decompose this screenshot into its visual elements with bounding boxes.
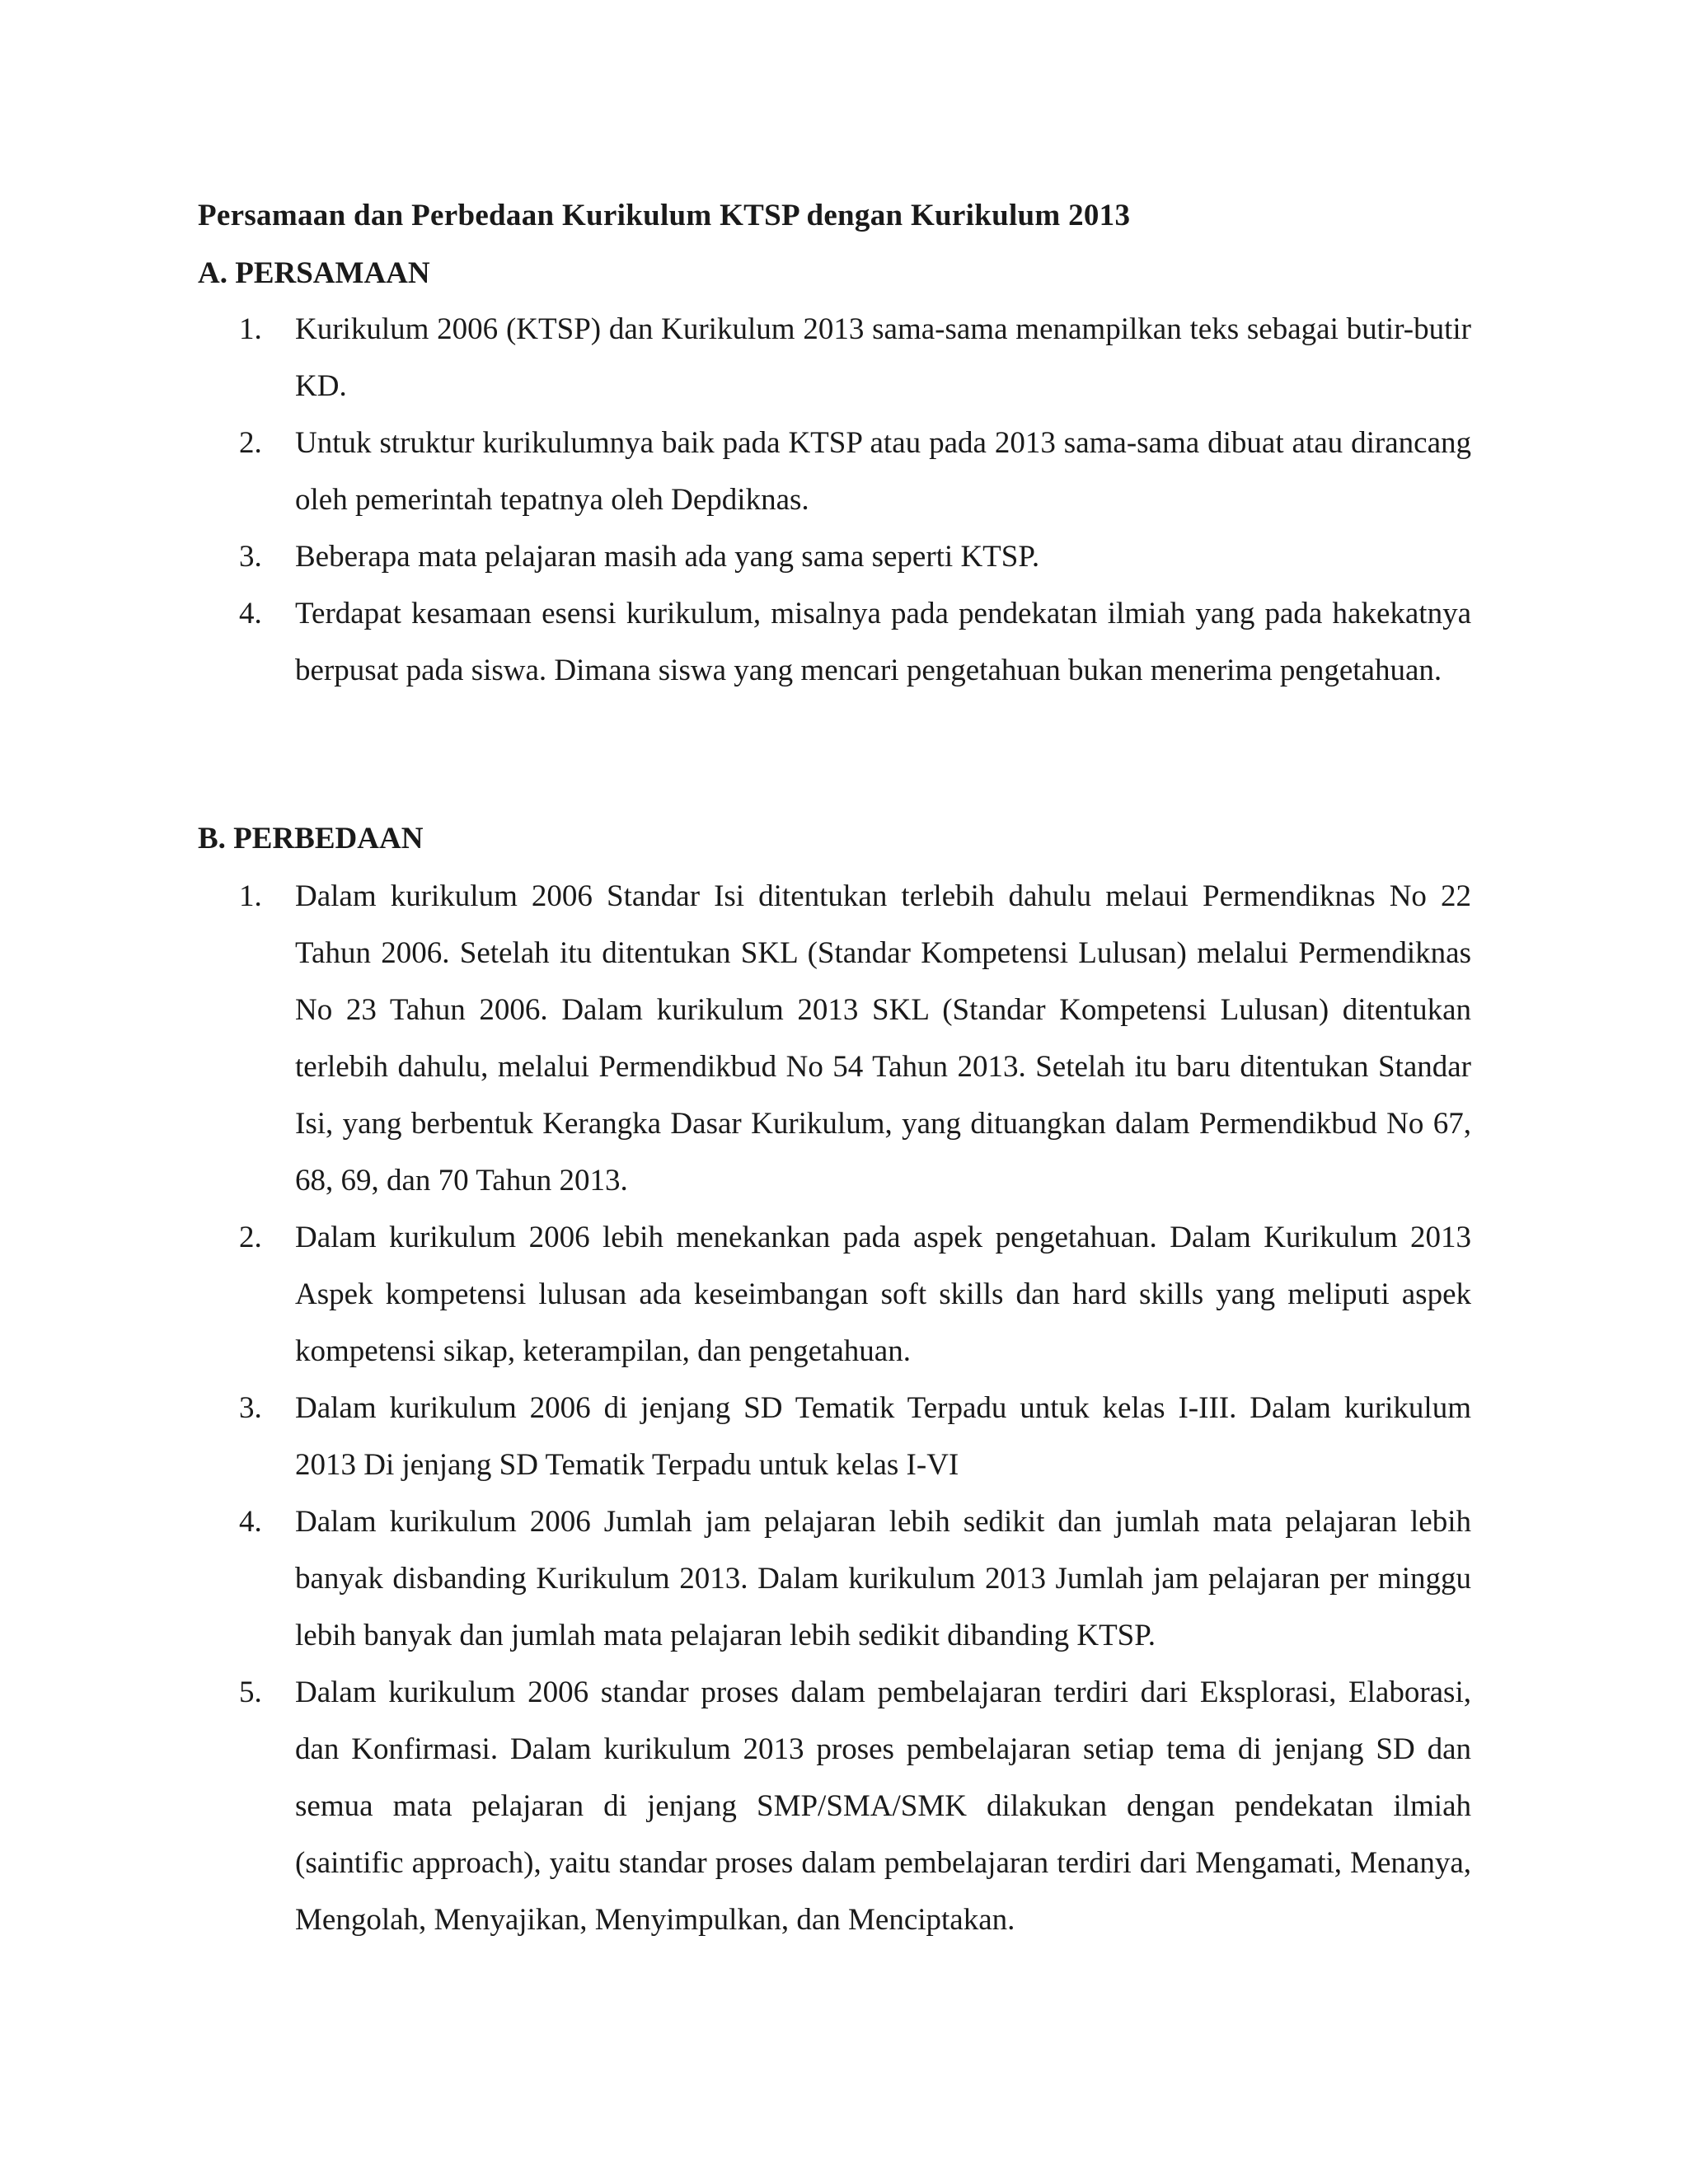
- list-text: Dalam kurikulum 2006 lebih menekankan pada aspek pengetahuan. Dalam Kurikulum 2013 Aspek kompetensi lulusan ada keseimbangan soft skills dan hard skills yang meliputi aspek kompetensi sikap, keterampilan, dan pengetahuan.: [295, 1221, 1471, 1368]
- list-number: 2.: [239, 1221, 262, 1254]
- section-heading-perbedaan: B. PERBEDAAN: [198, 822, 424, 855]
- list-number: 4.: [239, 597, 262, 630]
- list-text: Untuk struktur kurikulumnya baik pada KTSP atau pada 2013 sama-sama dibuat atau dirancang oleh pemerintah tepatnya oleh Depdiknas.: [295, 426, 1471, 517]
- list-text: Kurikulum 2006 (KTSP) dan Kurikulum 2013 sama-sama menampilkan teks sebagai butir-butir KD.: [295, 312, 1471, 403]
- list-text: Beberapa mata pelajaran masih ada yang sama seperti KTSP.: [295, 540, 1040, 574]
- list-item: [239, 528, 1471, 585]
- list-text: Dalam kurikulum 2006 standar proses dalam pembelajaran terdiri dari Eksplorasi, Elaborasi, dan Konfirmasi. Dalam kurikulum 2013 proses pembelajaran setiap tema di jenjang SD dan semua mata pelajaran di jenjang SMP/SMA/SMK dilakukan dengan pendekatan ilmiah (saintific approach), yaitu standar proses dalam pembelajaran terdiri dari Mengamati, Menanya, Mengolah, Menyajikan, Menyimpulkan, dan Menciptakan.: [295, 1675, 1471, 1937]
- list-item: [239, 415, 1471, 528]
- list-item: [239, 1493, 1471, 1664]
- list-item: [239, 1209, 1471, 1380]
- list-text: Dalam kurikulum 2006 di jenjang SD Tematik Terpadu untuk kelas I-III. Dalam kurikulum 2013 Di jenjang SD Tematik Terpadu untuk kelas I-VI: [295, 1391, 1471, 1482]
- list-number: 4.: [239, 1505, 262, 1539]
- list-item: [239, 1380, 1471, 1493]
- list-item: [239, 301, 1471, 415]
- list-number: 1.: [239, 879, 262, 913]
- document-title: Persamaan dan Perbedaan Kurikulum KTSP dengan Kurikulum 2013: [198, 199, 1131, 232]
- list-item: [239, 868, 1471, 1209]
- list-number: 3.: [239, 1391, 262, 1425]
- list-text: Terdapat kesamaan esensi kurikulum, misalnya pada pendekatan ilmiah yang pada hakekatnya berpusat pada siswa. Dimana siswa yang mencari pengetahuan bukan menerima pengetahuan.: [295, 597, 1471, 687]
- section-heading-persamaan: A. PERSAMAAN: [198, 256, 430, 290]
- list-number: 2.: [239, 426, 262, 460]
- list-number: 5.: [239, 1675, 262, 1709]
- list-item: [239, 1664, 1471, 1948]
- list-item: [239, 585, 1471, 699]
- list-number: 1.: [239, 312, 262, 346]
- list-number: 3.: [239, 540, 262, 574]
- list-text: Dalam kurikulum 2006 Standar Isi ditentukan terlebih dahulu melaui Permendiknas No 22 Tahun 2006. Setelah itu ditentukan SKL (Standar Kompetensi Lulusan) melalui Permendiknas No 23 Tahun 2006. Dalam kurikulum 2013 SKL (Standar Kompetensi Lulusan) ditentukan terlebih dahulu, melalui Permendikbud No 54 Tahun 2013. Setelah itu baru ditentukan Standar Isi, yang berbentuk Kerangka Dasar Kurikulum, yang dituangkan dalam Permendikbud No 67, 68, 69, dan 70 Tahun 2013.: [295, 879, 1471, 1197]
- list-text: Dalam kurikulum 2006 Jumlah jam pelajaran lebih sedikit dan jumlah mata pelajaran lebih banyak disbanding Kurikulum 2013. Dalam kurikulum 2013 Jumlah jam pelajaran per minggu lebih banyak dan jumlah mata pelajaran lebih sedikit dibanding KTSP.: [295, 1505, 1471, 1652]
